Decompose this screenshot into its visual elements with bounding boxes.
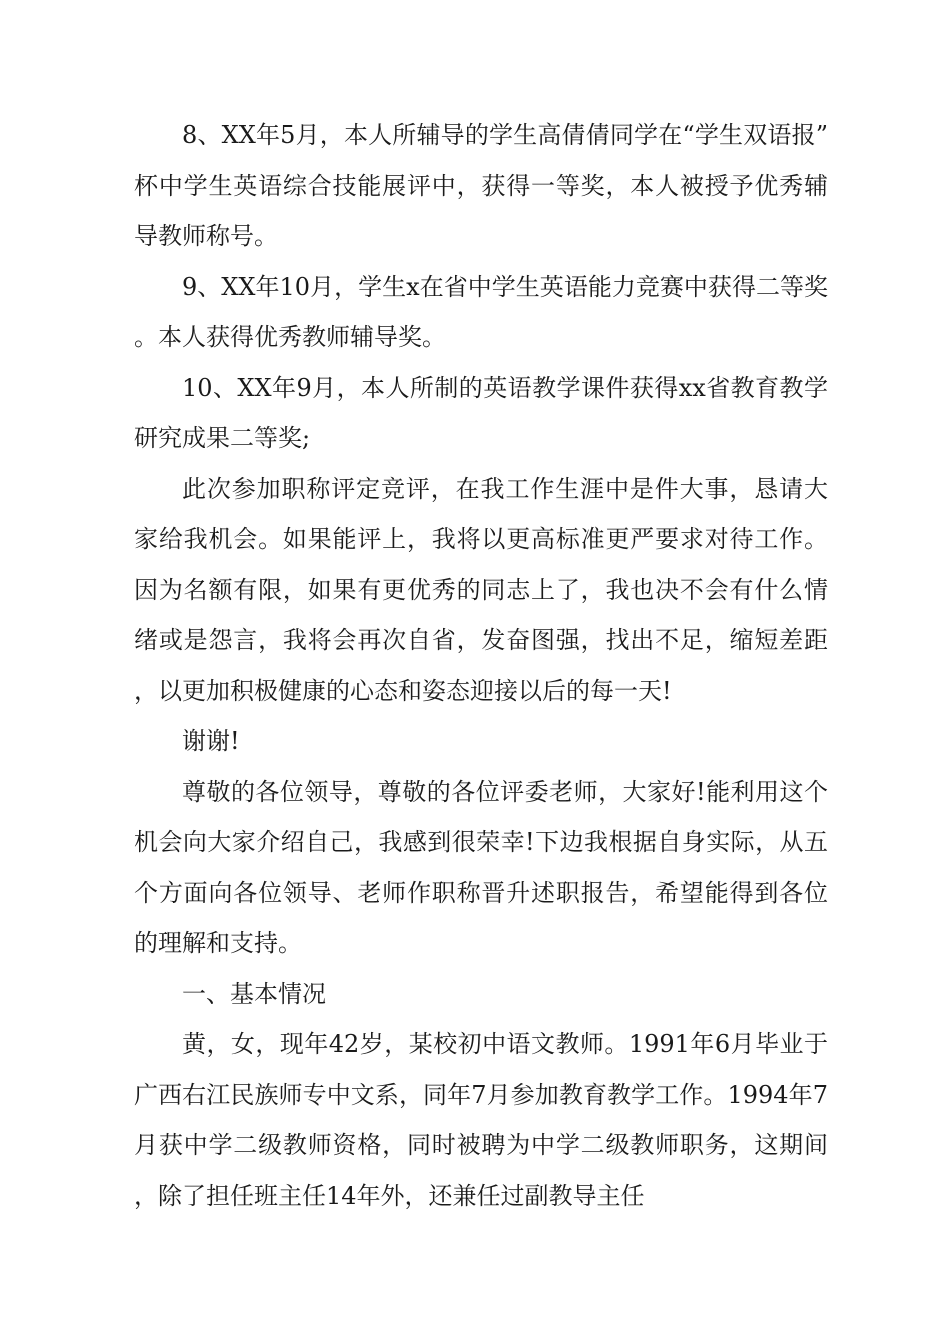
- document-body: [134, 110, 828, 1221]
- paragraph-closing-statement: 此次参加职称评定竞评，在我工作生涯中是件大事，恳请大家给我机会。如果能评上，我将以更高标准更严要求对待工作。因为名额有限，如果有更优秀的同志上了，我也决不会有什么情绪或是怨言，我将会再次自省，发奋图强，找出不足，缩短差距，以更加积极健康的心态和姿态迎接以后的每一天!: [134, 474, 828, 705]
- paragraph-award-item-8: 8、XX年5月，本人所辅导的学生高倩倩同学在“学生双语报”杯中学生英语综合技能展评中，获得一等奖，本人被授予优秀辅导教师称号。: [134, 121, 828, 250]
- paragraph-greeting: 尊敬的各位领导，尊敬的各位评委老师，大家好!能利用这个机会向大家介绍自己，我感到很荣幸!下边我根据自身实际，从五个方面向各位领导、老师作职称晋升述职报告，希望能得到各位的理解和支持。: [134, 777, 828, 957]
- paragraph-thanks: 谢谢!: [182, 727, 240, 755]
- paragraph-award-item-10: 10、XX年9月，本人所制的英语教学课件获得xx省教育教学研究成果二等奖;: [134, 373, 828, 452]
- paragraph-award-item-9: 9、XX年10月，学生x在省中学生英语能力竞赛中获得二等奖。本人获得优秀教师辅导奖。: [134, 272, 828, 351]
- section-heading-basic-info: 一、基本情况: [182, 979, 326, 1008]
- paragraph-basic-info: 黄，女，现年42岁，某校初中语文教师。1991年6月毕业于广西右江民族师专中文系，同年7月参加教育教学工作。1994年7月获中学二级教师资格，同时被聘为中学二级教师职务，这期间，除了担任班主任14年外，还兼任过副教导主任: [134, 1030, 828, 1210]
